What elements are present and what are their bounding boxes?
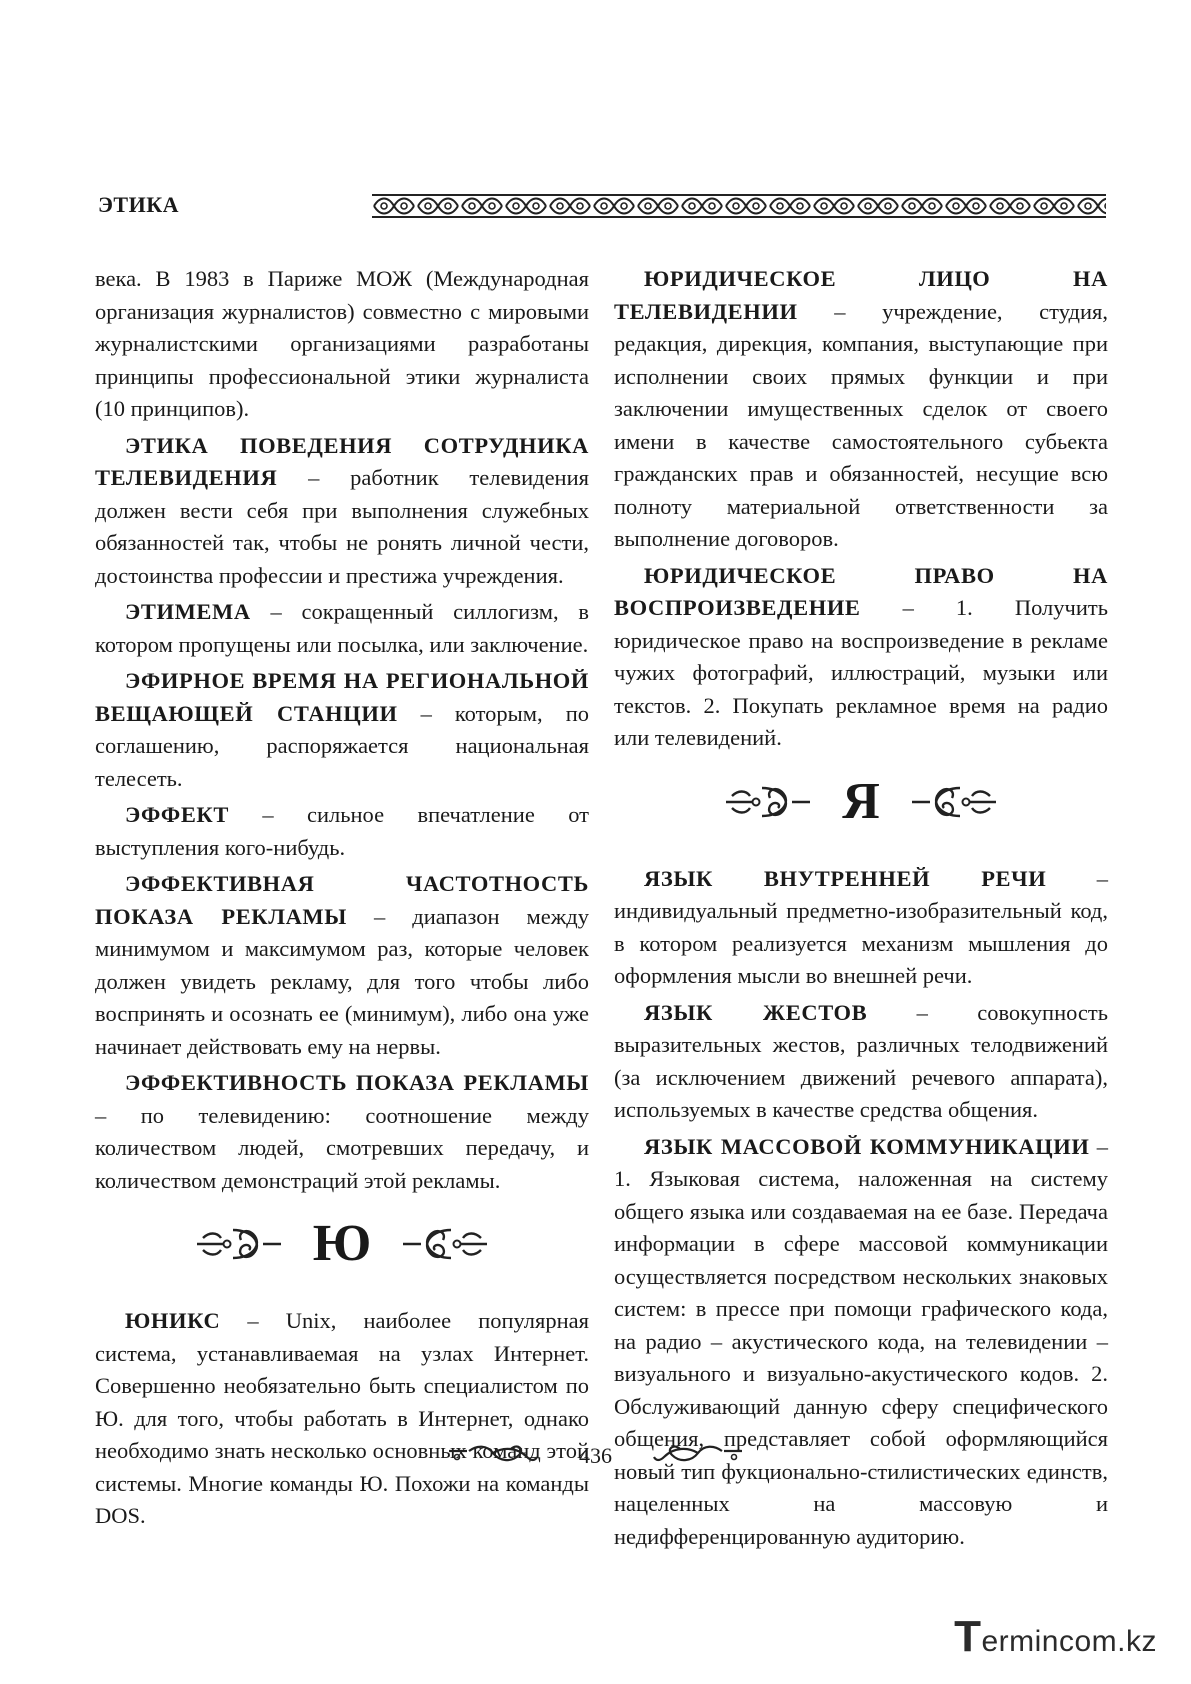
entry-term: ЮРИДИЧЕСКОЕ ПРАВО НА ВОСПРОИЗВЕДЕНИЕ (614, 562, 1108, 620)
site-watermark (954, 1612, 1157, 1662)
entry-term: ЯЗЫК МАССОВОЙ КОММУНИКАЦИИ (644, 1133, 1090, 1159)
entry-definition: – учреждение, студия, редакция, дирекция, компания, выступающие при исполнении своих прямых функции и при заключении имущественных сделок от своего имени в качестве самостоятельного субьекта гражданских прав и обязанностей, несущие всю полноту материальной ответственности за выполнение договоров. (614, 298, 1108, 551)
dictionary-entry (614, 1131, 1108, 1554)
running-header-title: ЭТИКА (98, 192, 180, 217)
letter-section-divider (614, 759, 1108, 845)
left-column (95, 263, 589, 1537)
entry-term: ЭФФЕКТ (125, 802, 229, 827)
dictionary-entry (614, 560, 1108, 755)
entry-term: ЮРИДИЧЕСКОЕ ЛИЦО НА ТЕЛЕВИДЕНИИ (614, 266, 1108, 324)
entry-term: ЭТИМЕМА (125, 599, 251, 624)
entry-definition: – совокупность выразительных жестов, различных телодвижений (за исключением движений речевого аппарата), используемых в качестве средства общения. (614, 999, 1109, 1122)
page-number: 436 (579, 1443, 612, 1468)
scroll-ornament-left-icon (193, 1222, 285, 1266)
entry-term: ЯЗЫК ЖЕСТОВ (644, 999, 868, 1025)
letter-section-divider (95, 1201, 589, 1287)
dictionary-entry (95, 1305, 589, 1533)
entry-definition: – 1. Языковая система, наложенная на систему общего языка или создаваемая на ее базе. Передача информации в сфере массовой коммуникации осуществляется посредством нескольких знаковых систем: в прессе при помощи графического кода, на радио – акустического кода, на телевидении – визуального и визуально-акустического кодов. 2. Обслуживающий данную сферу специфического общения, представляет собой оформляющийся новый тип фукционально-стилистических единств, нацеленных на массовую и недифференцированную аудиторию. (614, 1133, 1108, 1549)
entry-term: ЭФФЕКТИВНАЯ ЧАСТОТНОСТЬ ПОКАЗА РЕКЛАМЫ (95, 871, 589, 929)
dictionary-entry (95, 1067, 589, 1197)
entry-definition: – 1. Получить юридическое право на воспроизведение в рекламе чужих фотографий, иллюстраций, музыки или текстов. 2. Покупать рекламное время на радио или телевидений. (614, 595, 1108, 750)
entry-definition: – Unix, наиболее популярная система, устанавливаемая на узлах Интернет. Совершенно необязательно быть специалистом по Ю. для того, чтобы работать в Интернет, однако необходимо знать несколько основных команд этой системы. Многие команды Ю. Похожи на команды DOS. (95, 1308, 589, 1528)
entry-term: ЭТИКА ПОВЕДЕНИЯ СОТРУДНИКА ТЕЛЕВИДЕНИЯ (95, 432, 589, 490)
dictionary-entry (95, 430, 589, 593)
paragraph-continuation: века. В 1983 в Париже МОЖ (Международная организация журналистов) совместно с мировыми журналистскими организациями разработаны принципы профессиональной этики журналиста (10 принципов). (95, 266, 589, 421)
dictionary-entry (95, 596, 589, 661)
dictionary-entry (614, 263, 1108, 556)
dictionary-entry (614, 997, 1108, 1127)
footer-ornament-right-icon (652, 1441, 744, 1471)
section-letter: Ю (312, 1215, 372, 1272)
entry-definition: – диапазон между минимумом и максимумом раз, которые человек должен увидеть рекламу, для того чтобы либо воспринять и осознать ее (минимум), либо она уже начинает действовать ему на нервы. (95, 903, 589, 1059)
scroll-ornament-left-icon (722, 780, 814, 824)
dictionary-entry (95, 799, 589, 864)
entry-definition: – сильное впечатление от выступления кого-нибудь. (95, 802, 589, 860)
entry-term: ЮНИКС (125, 1308, 221, 1333)
page-footer (0, 1436, 1191, 1476)
right-column (614, 263, 1108, 1557)
entry-definition: – по телевидению: соотношение между количеством людей, смотревших передачу, и количеством демонстраций этой рекламы. (95, 1102, 589, 1193)
watermark-text: ermincom.kz (981, 1625, 1157, 1658)
scroll-ornament-right-icon (399, 1222, 491, 1266)
entry-term: ЭФИРНОЕ ВРЕМЯ НА РЕГИОНАЛЬНОЙ ВЕЩАЮЩЕЙ СТАНЦИИ (95, 668, 589, 726)
dictionary-entry (614, 863, 1108, 993)
entry-term: ЯЗЫК ВНУТРЕННЕЙ РЕЧИ (644, 865, 1047, 891)
entry-definition: – индивидуальный предметно-изобразительный код, в котором реализуется механизм мышления до оформления мысли во внешней речи. (614, 865, 1108, 988)
entry-definition: – которым, по соглашению, распоряжается национальная телесеть. (95, 700, 589, 791)
dictionary-entry (95, 665, 589, 795)
header-ornament-band-icon (372, 193, 1106, 219)
entry-term: ЭФФЕКТИВНОСТЬ ПОКАЗА РЕКЛАМЫ (125, 1070, 589, 1095)
scroll-ornament-right-icon (908, 780, 1000, 824)
section-letter: Я (842, 772, 880, 830)
watermark-initial: T (954, 1612, 982, 1661)
entry-definition: – сокращенный силлогизм, в котором пропущены или посылка, или заключение. (95, 599, 589, 657)
entry-definition: – работник телевидения должен вести себя при выполнения служебных обязанностей так, чтобы не ронять личной чести, достоинства профессии и престижа учреждения. (95, 465, 589, 588)
dictionary-entry (95, 868, 589, 1063)
footer-ornament-left-icon (447, 1441, 539, 1471)
